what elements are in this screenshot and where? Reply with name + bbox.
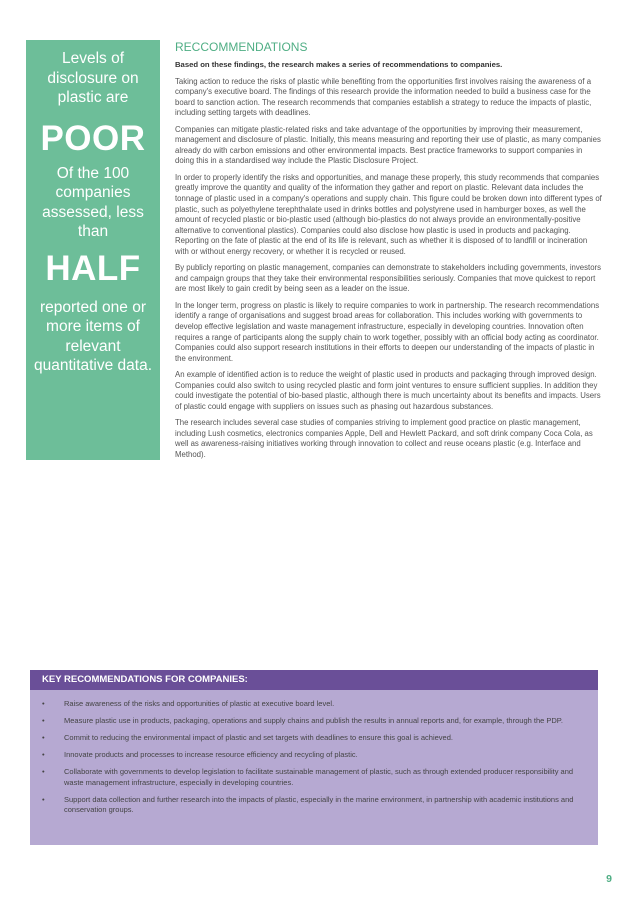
lead-paragraph: Based on these findings, the research makes a series of recommendations to companies. xyxy=(175,60,503,69)
key-recommendations-box xyxy=(30,670,598,845)
callout-text-reported: reported one or more items of relevant quantitative data. xyxy=(33,298,153,374)
section-heading: RECCOMMENDATIONS xyxy=(175,40,308,54)
body-paragraph-4: By publicly reporting on plastic management, companies can demonstrate to stakeholders including governments, investors and campaign groups that they take their environmental responsibilities seriously. Companies that move quickest to report are most likely to gain credit by being seen as a leader on the issue. xyxy=(175,263,602,294)
list-item xyxy=(42,699,584,710)
callout-half: HALF xyxy=(45,248,141,288)
body-paragraph-5: In the longer term, progress on plastic is likely to require companies to work in partnership. The research recommendations identify a range of organisations and suggest broad areas for collaboration. This includes working with governments to develop effective legislation and waste management infrastructure, especially in developing countries. Innovation often requires a range of participants along the supply chain to work together, possibly with an official body acting as coordinator. Companies could also support research institutions in their efforts to deepen our understanding of the impacts of plastic in the environment. xyxy=(175,300,600,363)
callout-text-levels: Levels of disclosure on plastic are xyxy=(47,50,139,106)
key-recommendations-title: KEY RECOMMENDATIONS FOR COMPANIES: xyxy=(30,670,598,690)
bullet-icon: • xyxy=(42,733,45,742)
list-item xyxy=(42,733,584,744)
body-paragraph-7: The research includes several case studies of companies striving to implement good practice on plastic management, including Lush cosmetics, electronics companies Apple, Dell and Hewlett Packard, and soft drink company Coca Cola, as well as awareness-raising initiatives working through innovation to collect and reuse oceans plastic (e.g. Interface and Method). xyxy=(175,418,593,459)
body-paragraph-1: Taking action to reduce the risks of plastic while benefiting from the opportunities first involves raising the awareness of a company's executive board. The findings of this research provide the information needed to build a business case for the board to sanction action. The research recommends that companies establish a strategy to reduce the impacts of plastic, including setting targets with deadlines. xyxy=(175,76,592,118)
list-item-text: Commit to reducing the environmental impact of plastic and set targets with deadlines to ensure this goal is achieved. xyxy=(64,733,453,742)
bullet-icon: • xyxy=(42,794,45,804)
list-item xyxy=(42,716,584,727)
callout-poor: POOR xyxy=(40,118,146,158)
list-item xyxy=(42,750,584,761)
list-item xyxy=(42,767,584,788)
key-recommendations-list xyxy=(30,690,598,816)
list-item-text: Innovate products and processes to increase resource efficiency and recycling of plastic. xyxy=(64,750,358,759)
bullet-icon: • xyxy=(42,750,45,759)
bullet-icon: • xyxy=(42,699,45,708)
body-paragraph-2: Companies can mitigate plastic-related risks and take advantage of the opportunities by improving their measurement, management and disclosure of plastic. Initially, this means measuring and reporting their use of plastic, as many companies already do with carbon emissions and other environmental impacts. Best practice frameworks to support companies in doing this in a standardised way include the Plastic Disclosure Project. xyxy=(175,124,601,166)
main-content xyxy=(175,40,603,467)
bullet-icon: • xyxy=(42,716,45,725)
stat-callout xyxy=(26,40,160,460)
list-item-text: Support data collection and further research into the impacts of plastic, especially in the marine environment, in partnership with academic institutions and conservation groups. xyxy=(64,794,574,814)
page-number: 9 xyxy=(606,873,612,885)
callout-text-companies: Of the 100 companies assessed, less than xyxy=(42,164,144,240)
body-paragraph-6: An example of identified action is to reduce the weight of plastic used in products and packaging through improved design. Companies could also switch to using recycled plastic and form joint ventures to ensure sufficient supplies. In addition they could investigate the potential of bio-based plastic, although there is much uncertainty about its benefits and impacts. Users of plastic could engage with suppliers on issues such as phasing out hazardous substances. xyxy=(175,370,601,411)
list-item xyxy=(42,795,584,816)
list-item-text: Measure plastic use in products, packaging, operations and supply chains and publish the results in annual reports and, for example, through the PDP. xyxy=(64,716,563,725)
list-item-text: Collaborate with governments to develop legislation to facilitate sustainable management of plastic, such as through extended producer responsibility and waste management infrastructure, especially in developing countries. xyxy=(64,767,574,787)
list-item-text: Raise awareness of the risks and opportunities of plastic at executive board level. xyxy=(64,699,335,708)
body-paragraph-3: In order to properly identify the risks and opportunities, and manage these properly, this study recommends that companies greatly improve the quantity and quality of the information they gather and report on plastic. Relevant data includes the tonnage of plastic used in a company's operations and supply chain. This figure could be broken down into different types of plastic, such as polyethylene terephthalate used in drinks bottles and polystyrene used in hamburger boxes, as well the amount of recycled plastic or bio-plastic used (although bio-plastics do not always provide an environmentally-positive alternative to conventional plastics). Companies could also disclose how plastic is used in products and packaging. Reporting on the fate of plastic at the end of its life is relevant, such as whether it is disposed of to landfill or incineration with or without energy recovery, or whether it is recycled or reused. xyxy=(175,172,602,256)
bullet-icon: • xyxy=(42,767,45,776)
